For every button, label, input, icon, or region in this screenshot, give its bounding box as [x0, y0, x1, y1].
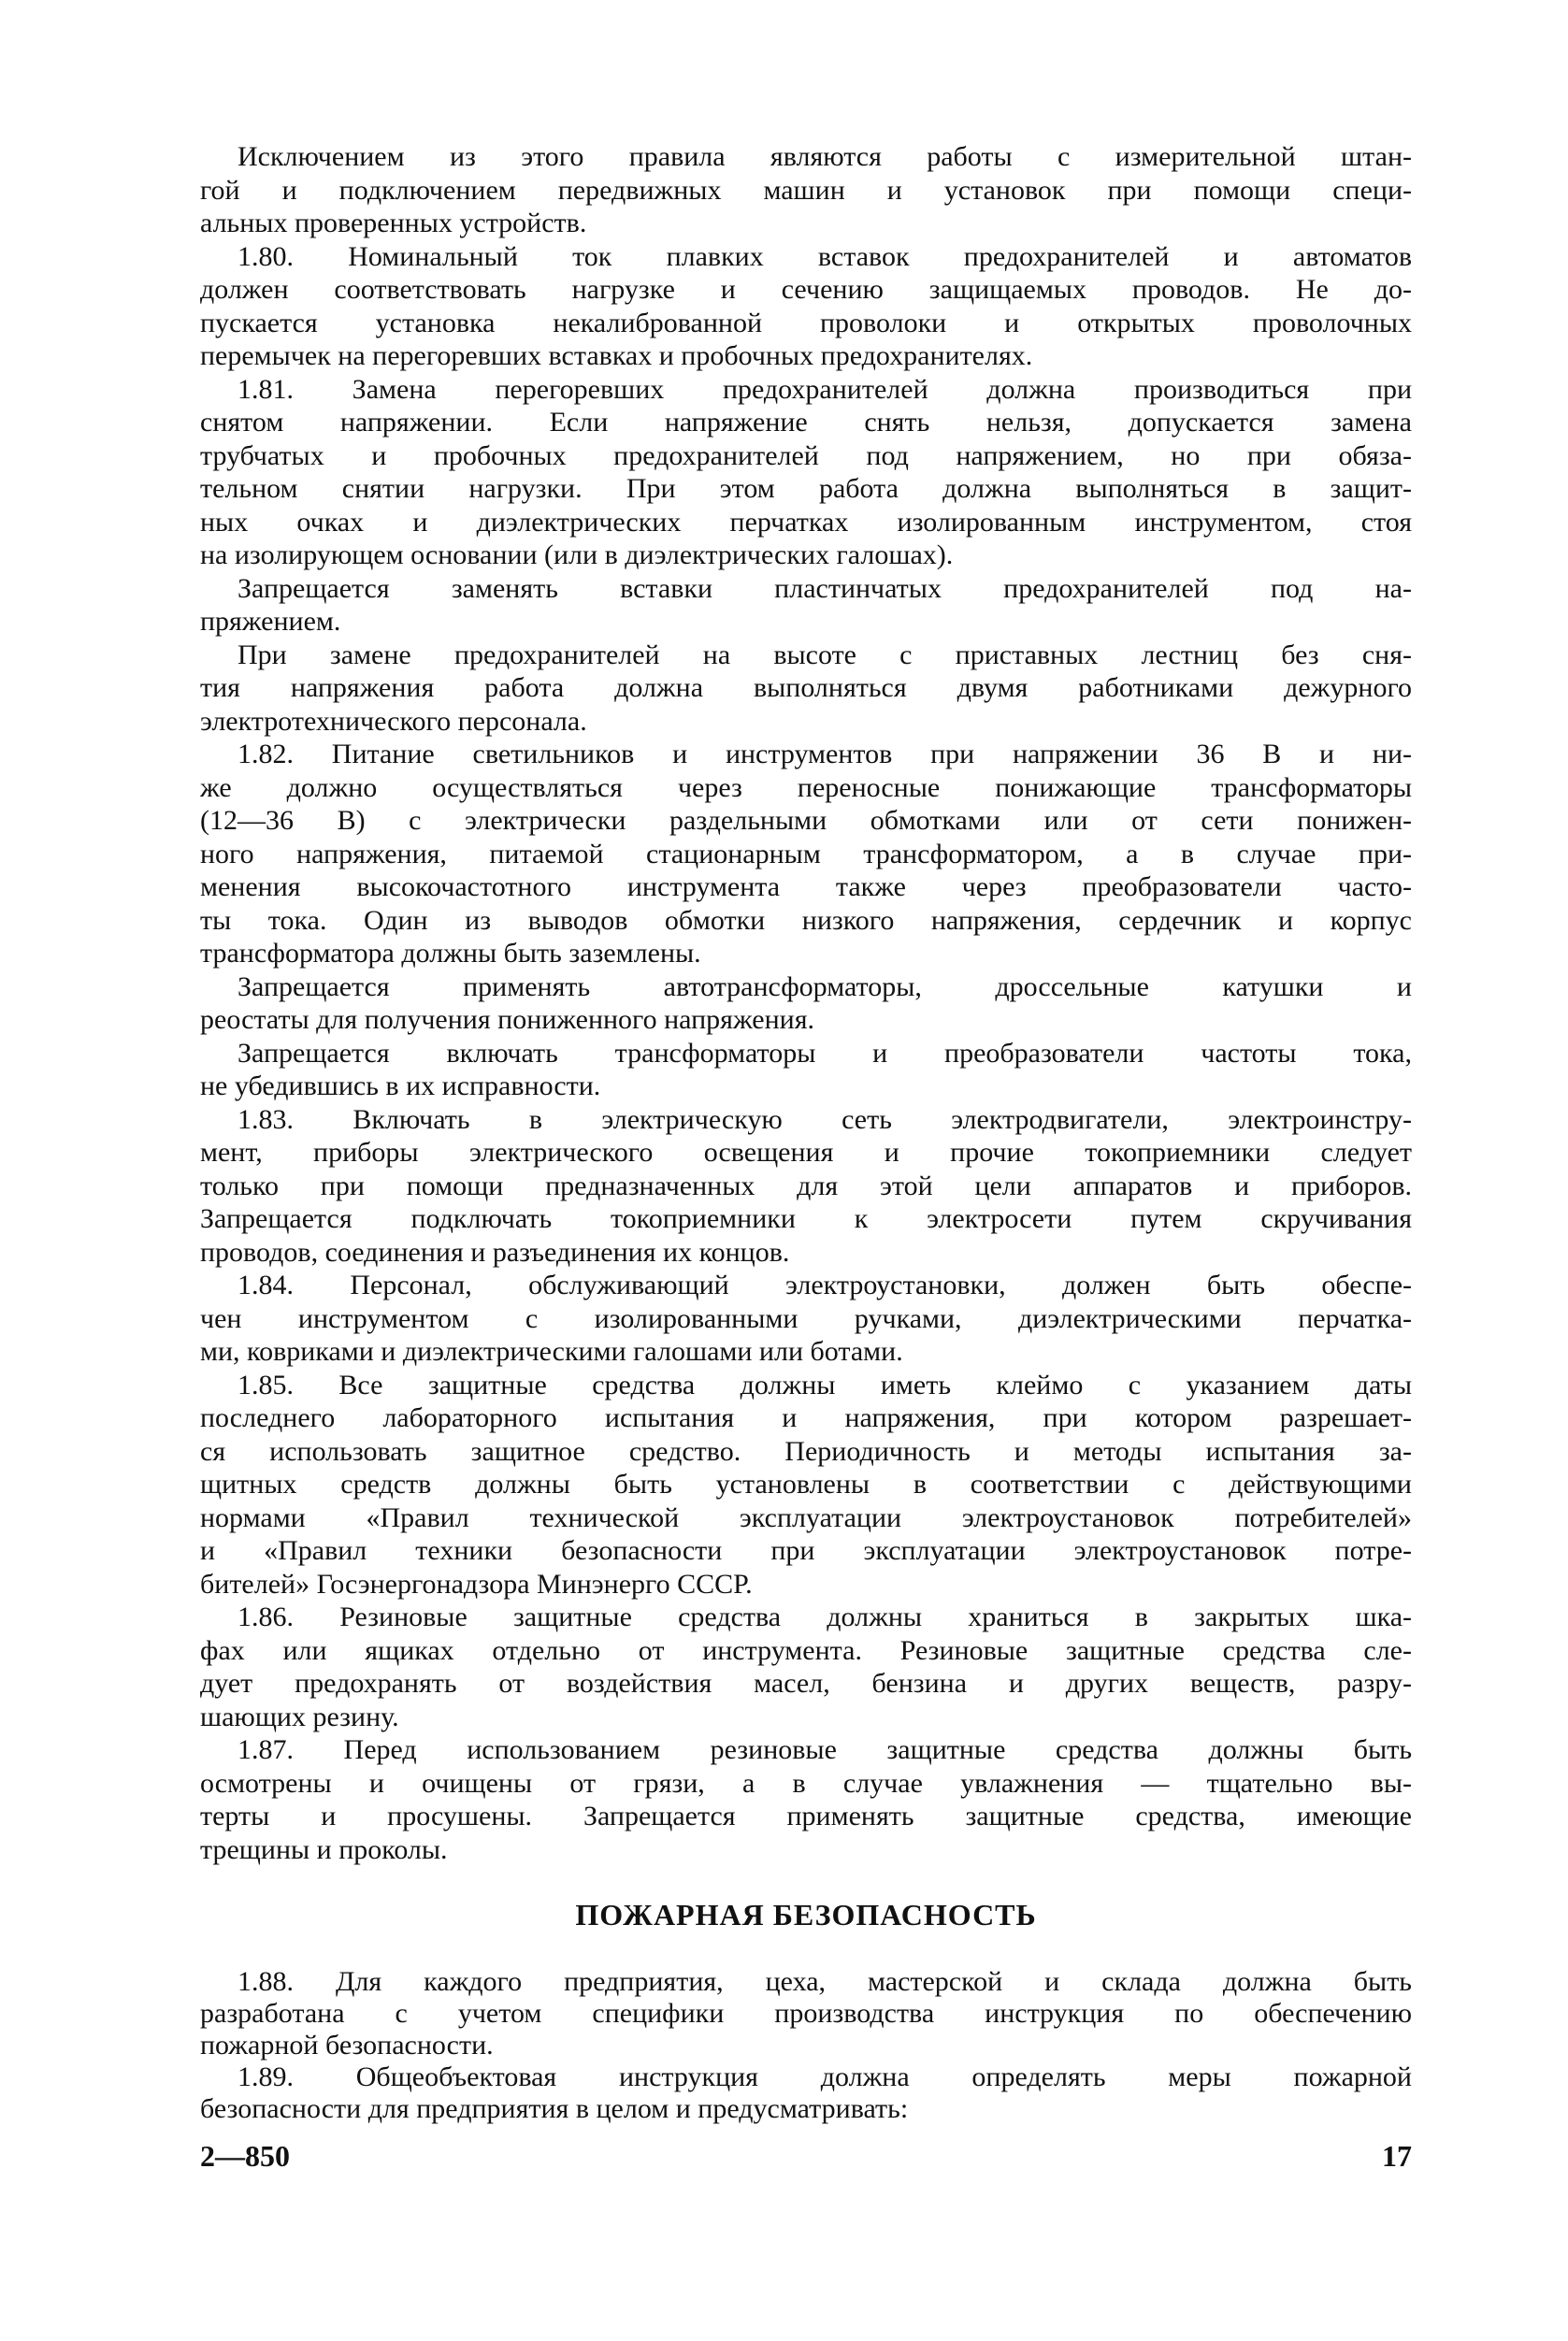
text-line: проводов, соединения и разъединения их концов. — [200, 1236, 790, 1268]
text-line: Исключением из этого правила являются работы с измерительной штан- — [237, 141, 1412, 172]
paragraph — [200, 140, 1412, 240]
body-text — [200, 140, 1412, 1866]
text-line: гой и подключением передвижных машин и установок при помощи специ- — [200, 174, 1412, 206]
text-line: безопасности для предприятия в целом и предусматривать: — [200, 2093, 909, 2124]
text-line: менения высокочастотного инструмента также через преобразователи часто- — [200, 871, 1412, 902]
text-line: последнего лабораторного испытания и напряжения, при котором разрешает- — [200, 1402, 1412, 1433]
text-line: Запрещается заменять вставки пластинчатых предохранителей под на- — [237, 572, 1412, 604]
text-line: 1.85. Все защитные средства должны иметь клеймо с указанием даты — [237, 1369, 1412, 1400]
text-line: не убедившись в их исправности. — [200, 1070, 601, 1101]
page-number: 17 — [1382, 2139, 1412, 2173]
text-line: Запрещается подключать токоприемники к электросети путем скручивания — [200, 1203, 1412, 1234]
text-line: только при помощи предназначенных для этой цели аппаратов и приборов. — [200, 1170, 1412, 1201]
text-line: 1.87. Перед использованием резиновые защитные средства должны быть — [237, 1734, 1412, 1765]
text-line: 1.88. Для каждого предприятия, цеха, мастерской и склада должна быть — [237, 1966, 1412, 1997]
text-line: 1.86. Резиновые защитные средства должны храниться в закрытых шка- — [237, 1601, 1412, 1632]
text-line: 1.89. Общеобъектовая инструкция должна определять меры пожарной — [237, 2061, 1412, 2092]
text-line: фах или ящиках отдельно от инструмента. Резиновые защитные средства сле- — [200, 1634, 1412, 1666]
paragraph — [200, 2061, 1412, 2125]
paragraph — [200, 1369, 1412, 1601]
text-line: трубчатых и пробочных предохранителей под напряжением, но при обяза- — [200, 439, 1412, 471]
text-line: пускается установка некалиброванной проволоки и открытых проволочных — [200, 307, 1412, 338]
text-line: 1.84. Персонал, обслуживающий электроустановки, должен быть обеспе- — [237, 1270, 1412, 1300]
text-line: должен соответствовать нагрузке и сечению защищаемых проводов. Не до- — [200, 274, 1412, 305]
text-line: тия напряжения работа должна выполняться двумя работниками дежурного — [200, 672, 1412, 703]
paragraph — [200, 1733, 1412, 1866]
paragraph — [200, 970, 1412, 1037]
text-line: на изолирующем основании (или в диэлектрических галошах). — [200, 539, 954, 570]
paragraph — [200, 1966, 1412, 2061]
text-line: трещины и проколы. — [200, 1833, 448, 1865]
text-line: разработана с учетом специфики производства инструкция по обеспечению — [200, 1998, 1412, 2029]
text-line: терты и просушены. Запрещается применять защитные средства, имеющие — [200, 1801, 1412, 1831]
text-line: ми, ковриками и диэлектрическими галошами или ботами. — [200, 1336, 903, 1367]
text-line: трансформатора должны быть заземлены. — [200, 938, 701, 969]
text-line: бителей» Госэнергонадзора Минэнерго СССР. — [200, 1568, 753, 1600]
text-line: ного напряжения, питаемой стационарным трансформатором, а в случае при- — [200, 838, 1412, 869]
text-line: реостаты для получения пониженного напряжения. — [200, 1004, 814, 1035]
paragraph — [200, 1601, 1412, 1733]
text-line: перемычек на перегоревших вставках и пробочных предохранителях. — [200, 340, 1033, 371]
section-text — [200, 1966, 1412, 2125]
text-line: шающих резину. — [200, 1701, 399, 1732]
text-line: Запрещается применять автотрансформаторы, дроссельные катушки и — [237, 970, 1412, 1002]
text-line: же должно осуществляться через переносные понижающие трансформаторы — [200, 771, 1412, 803]
text-line: нормами «Правил технической эксплуатации электроустановок потребителей» — [200, 1501, 1412, 1533]
paragraph — [200, 639, 1412, 739]
paragraph — [200, 240, 1412, 373]
text-line: (12—36 В) с электрически раздельными обмотками или от сети понижен- — [200, 805, 1412, 836]
paragraph — [200, 373, 1412, 572]
paragraph — [200, 572, 1412, 639]
text-line: и «Правил техники безопасности при эксплуатации электроустановок потре- — [200, 1535, 1412, 1566]
text-line: При замене предохранителей на высоте с приставных лестниц без сня- — [237, 639, 1412, 670]
text-line: альных проверенных устройств. — [200, 208, 587, 238]
text-line: дует предохранять от воздействия масел, бензина и других веществ, разру- — [200, 1668, 1412, 1699]
paragraph — [200, 1269, 1412, 1369]
text-line: тельном снятии нагрузки. При этом работа должна выполняться в защит- — [200, 473, 1412, 504]
text-line: Запрещается включать трансформаторы и преобразователи частоты тока, — [237, 1037, 1412, 1069]
text-line: пожарной безопасности. — [200, 2030, 494, 2061]
paragraph — [200, 1037, 1412, 1103]
text-line: чен инструментом с изолированными ручками, диэлектрическими перчатка- — [200, 1302, 1412, 1334]
paragraph — [200, 1103, 1412, 1270]
text-line: осмотрены и очищены от грязи, а в случае увлажнения — тщательно вы- — [200, 1767, 1412, 1799]
text-line: пряжением. — [200, 606, 341, 637]
text-line: 1.81. Замена перегоревших предохранителей должна производиться при — [237, 373, 1412, 405]
text-line: ных очках и диэлектрических перчатках изолированным инструментом, стоя — [200, 506, 1412, 538]
signature-mark: 2—850 — [200, 2139, 290, 2173]
text-line: 1.80. Номинальный ток плавких вставок предохранителей и автоматов — [237, 240, 1412, 272]
paragraph — [200, 738, 1412, 970]
text-line: 1.82. Питание светильников и инструментов при напряжении 36 В и ни- — [237, 739, 1412, 769]
text-line: 1.83. Включать в электрическую сеть электродвигатели, электроинстру- — [237, 1103, 1412, 1135]
text-line: ся использовать защитное средство. Периодичность и методы испытания за- — [200, 1435, 1412, 1467]
text-line: ты тока. Один из выводов обмотки низкого напряжения, сердечник и корпус — [200, 904, 1412, 936]
section-heading: ПОЖАРНАЯ БЕЗОПАСНОСТЬ — [575, 1898, 1037, 1932]
text-line: мент, приборы электрического освещения и прочие токоприемники следует — [200, 1137, 1412, 1168]
text-line: щитных средств должны быть установлены в соответствии с действующими — [200, 1469, 1412, 1500]
text-line: снятом напряжении. Если напряжение снять нельзя, допускается замена — [200, 407, 1412, 438]
text-line: электротехнического персонала. — [200, 705, 587, 737]
